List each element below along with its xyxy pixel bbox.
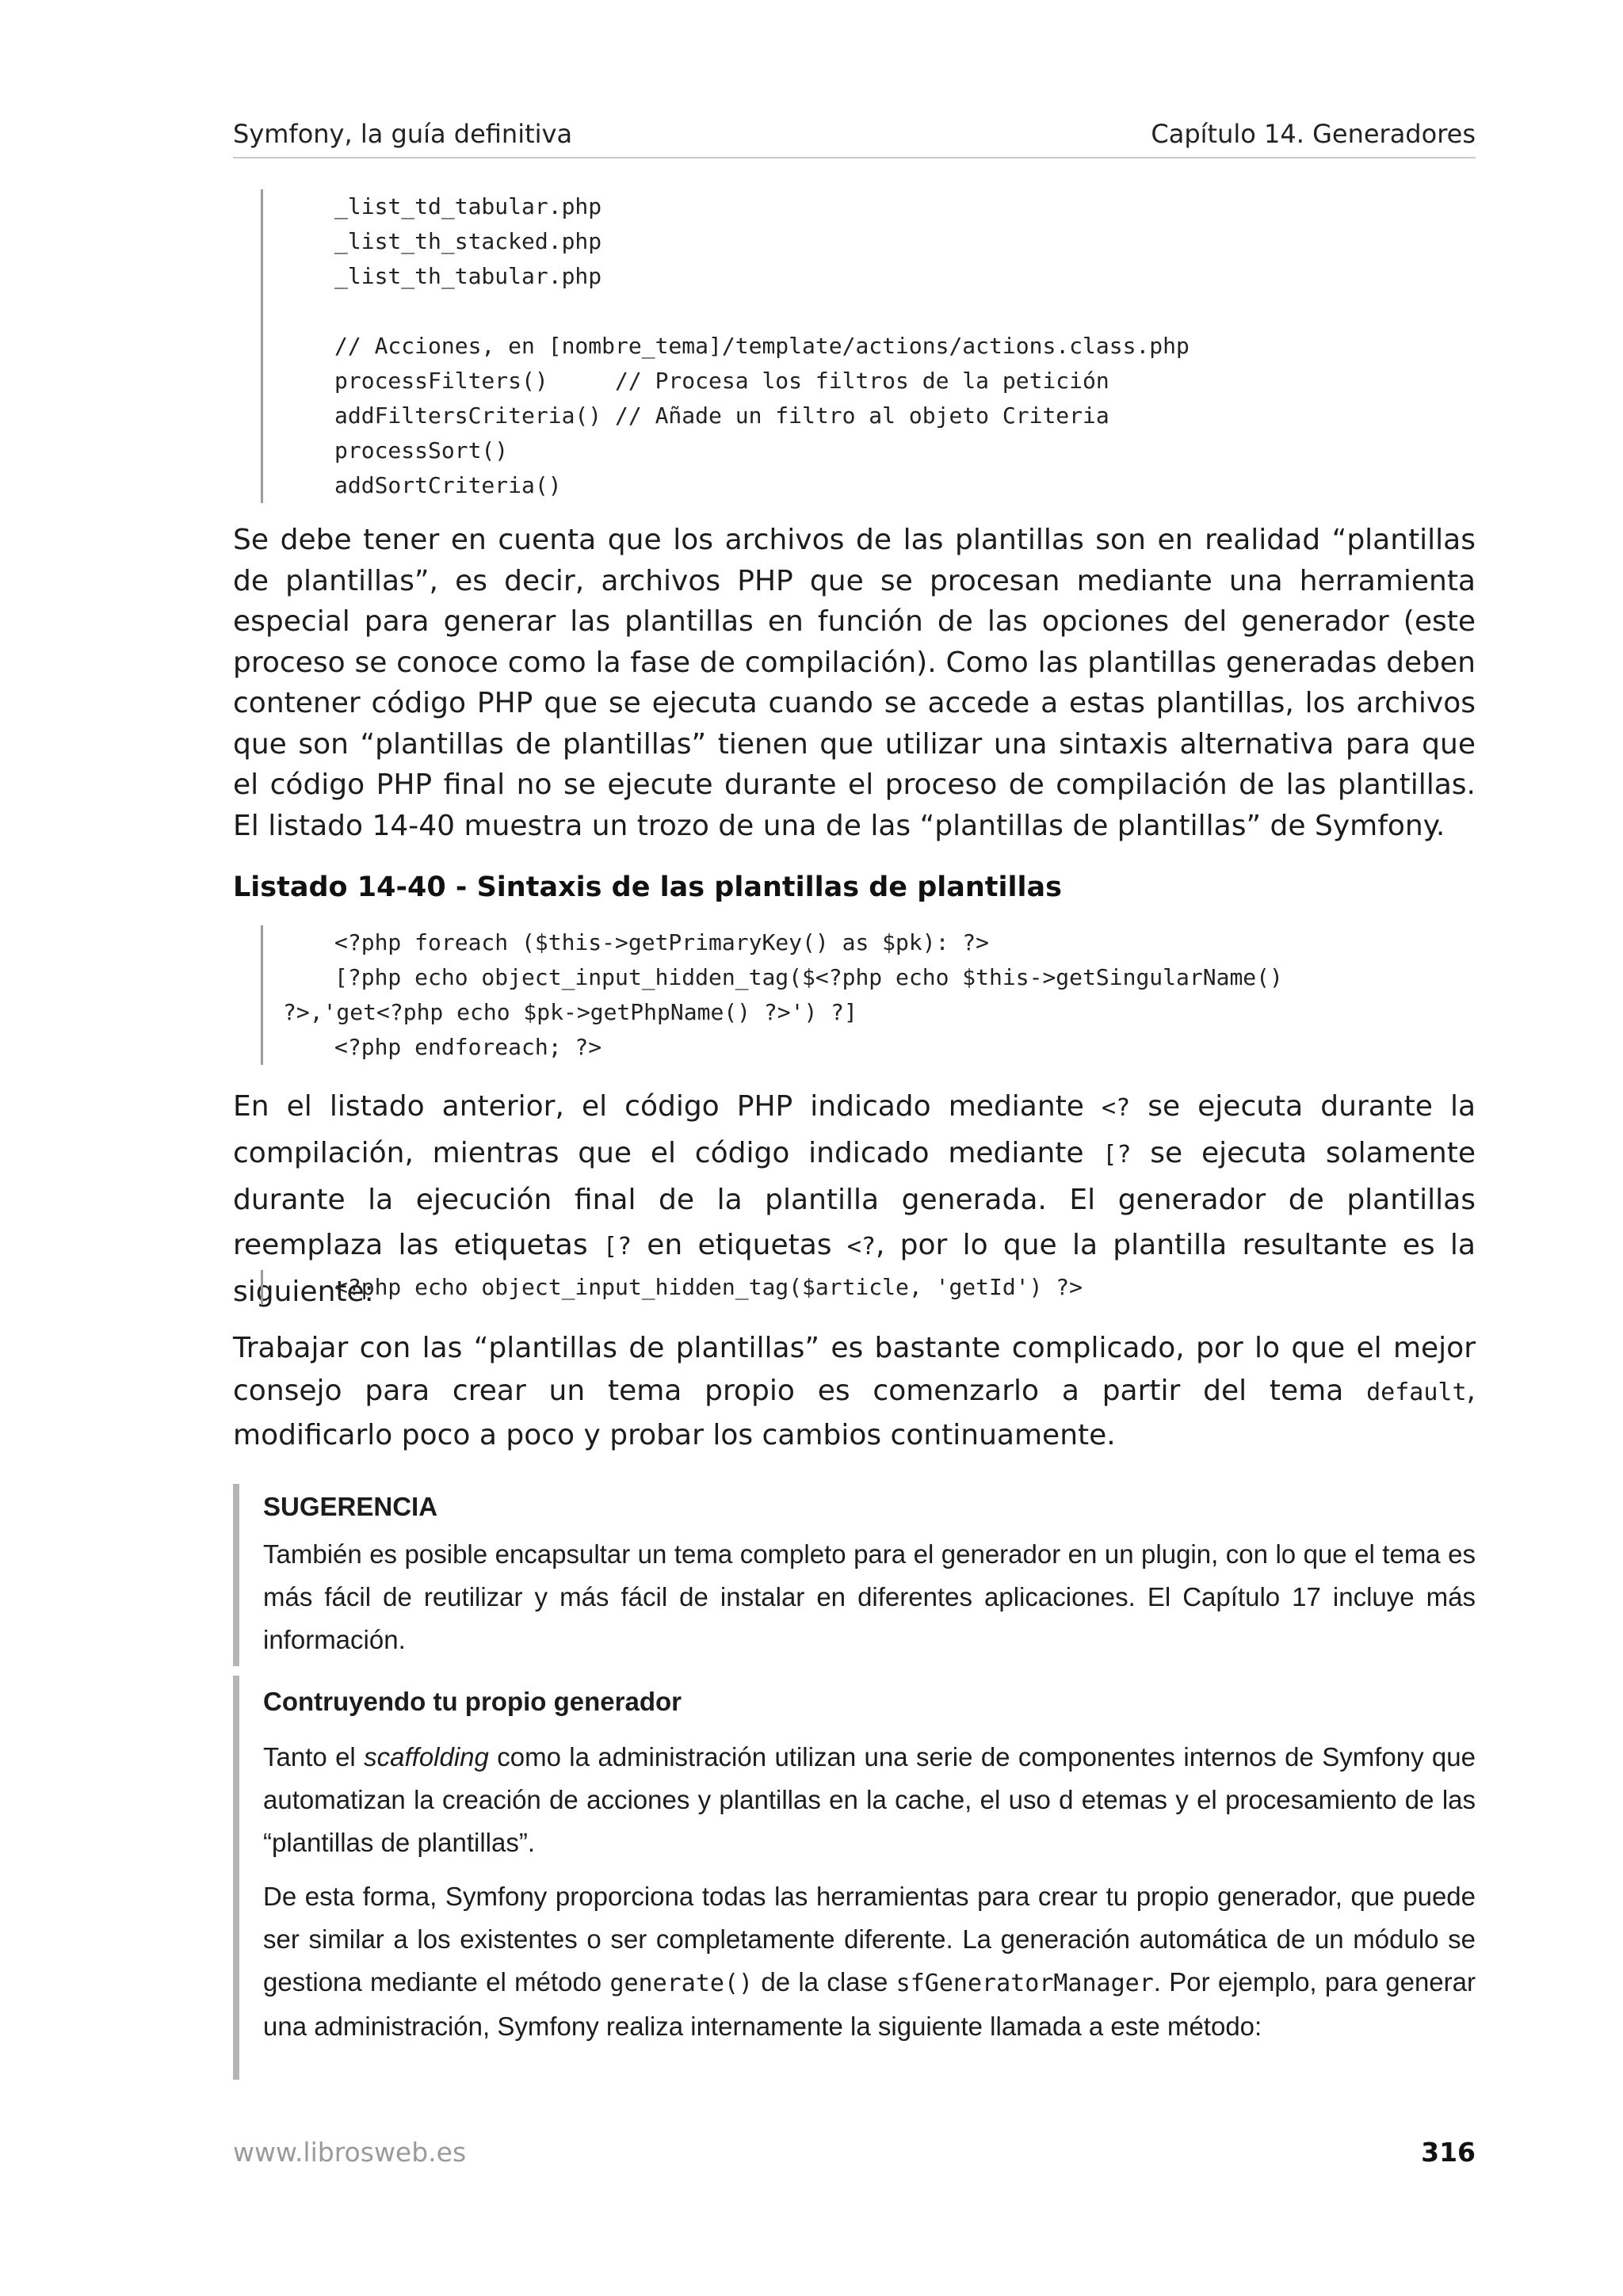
tip-note [233, 1484, 1476, 1666]
code-line: ?>,'get<?php echo $pk->getPhpName() ?>') ?] [283, 999, 857, 1025]
code-line: processSort() [334, 437, 509, 463]
inline-code: [? [602, 1233, 632, 1261]
code-block-templates [261, 189, 1190, 503]
footer-url: www.librosweb.es [233, 2137, 467, 2168]
listing-caption: Listado 14-40 - Sintaxis de las plantillas de plantillas [233, 871, 1062, 903]
note-title: Contruyendo tu propio generador [263, 1687, 682, 1716]
paragraph-advice: Trabajar con las “plantillas de plantillas” es bastante complicado, por lo que el mejor consejo para crear un tema propio es comenzarlo a partir del tema default, modificarlo poco a poco y probar los cambios continuamente. [233, 1332, 1476, 1451]
code-line: // Acciones, en [nombre_tema]/template/actions/actions.class.php [334, 333, 1190, 359]
inline-code: <? [1102, 1094, 1131, 1122]
code-line: _list_th_tabular.php [334, 263, 602, 289]
sidebar-note-generator [233, 1676, 1476, 2080]
inline-code: <? [846, 1233, 876, 1261]
paragraph-compilation: En el listado anterior, el código PHP indicado mediante <? se ejecuta durante la compilación, mientras que el código indicado mediante [? se ejecuta solamente durante la ejecución final de la plantilla generada. El generador de plantillas reemplaza las etiquetas [? en etiquetas <?, por lo que la plantilla resultante es la siguiente: [233, 1090, 1476, 1308]
note-paragraph: De esta forma, Symfony proporciona todas las herramientas para crear tu propio generador, que puede ser similar a los existentes o ser completamente diferente. La generación automática de un módulo se gestiona mediante el método generate() de la clase sfGeneratorManager. Por ejemplo, para generar una administración, Symfony realiza internamente la siguiente llamada a este método: [263, 1882, 1476, 2041]
code-line [263, 294, 1190, 329]
code-line: _list_td_tabular.php [334, 193, 602, 219]
code-line: addSortCriteria() [334, 472, 562, 498]
note-title: SUGERENCIA [263, 1492, 438, 1521]
code-block-result [261, 1270, 1083, 1305]
inline-code: sfGeneratorManager [896, 1970, 1154, 1997]
code-line: <?php echo object_input_hidden_tag($article, 'getId') ?> [334, 1274, 1083, 1300]
code-line: addFiltersCriteria() // Añade un filtro al objeto Criteria [334, 402, 1109, 429]
code-line: [?php echo object_input_hidden_tag($<?php echo $this->getSingularName() [334, 964, 1283, 990]
note-paragraph: Tanto el scaffolding como la administración utilizan una serie de componentes internos de Symfony que automatizan la creación de acciones y plantillas en la cache, el uso d etemas y el procesamiento de las “plantillas de plantillas”. [263, 1742, 1476, 1857]
inline-code: generate() [609, 1970, 754, 1997]
page-number: 316 [1421, 2137, 1476, 2168]
code-line: <?php foreach ($this->getPrimaryKey() as $pk): ?> [334, 929, 990, 955]
code-block-listing-14-40 [261, 925, 1283, 1065]
paragraph-templates-explanation: Se debe tener en cuenta que los archivos de las plantillas son en realidad “plantillas de plantillas”, es decir, archivos PHP que se procesan mediante una herramienta especial para generar las plantillas en función de las opciones del generador (este proceso se conoce como la fase de compilación). Como las plantillas generadas deben contener código PHP que se ejecuta cuando se accede a estas plantillas, los archivos que son “plantillas de plantillas” tienen que utilizar una sintaxis alternativa para que el código PHP final no se ejecute durante el proceso de compilación de las plantillas. El listado 14-40 muestra un trozo de una de las “plantillas de plantillas” de Symfony. [233, 524, 1476, 842]
book-title: Symfony, la guía definitiva [233, 119, 573, 149]
code-line: _list_th_stacked.php [334, 228, 602, 254]
inline-code: [? [1102, 1141, 1132, 1169]
page-header [233, 119, 1476, 158]
inline-code: default [1366, 1379, 1467, 1406]
chapter-title: Capítulo 14. Generadores [1151, 119, 1476, 149]
code-line: processFilters() // Procesa los filtros de la petición [334, 368, 1109, 394]
note-body: También es posible encapsultar un tema completo para el generador en un plugin, con lo que el tema es más fácil de reutilizar y más fácil de instalar en diferentes aplicaciones. El Capítulo 17 incluye más información. [263, 1539, 1476, 1654]
code-line: <?php endforeach; ?> [334, 1034, 602, 1060]
